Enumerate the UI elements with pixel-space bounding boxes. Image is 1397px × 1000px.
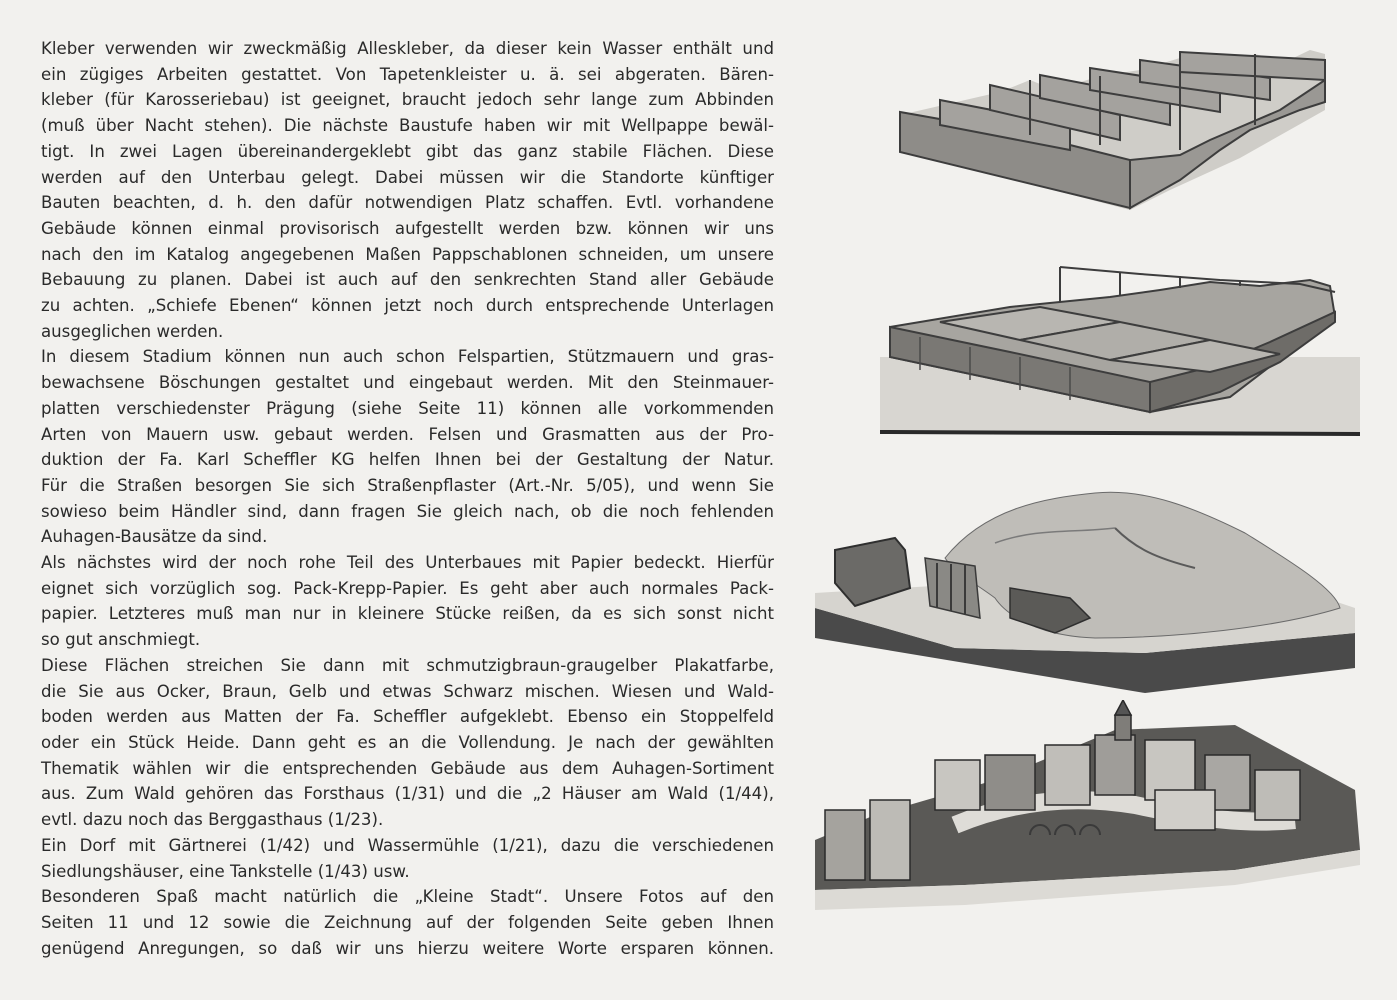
photo-paper-covered-terrain	[815, 488, 1355, 698]
photo-finished-town-model	[815, 700, 1360, 920]
text-line: Für die Straßen besorgen Sie sich Straßenpflaster (Art.-Nr. 5/05), und wenn Sie	[41, 475, 774, 495]
text-line: nach den im Katalog angegebenen Maßen Pappschablonen schneiden, um unsere	[41, 244, 774, 264]
paragraph-paper	[41, 550, 774, 653]
paragraph-glue	[41, 36, 774, 344]
text-line: werden auf den Unterbau gelegt. Dabei müssen wir die Standorte künftiger	[41, 167, 774, 187]
text-line: die Sie aus Ocker, Braun, Gelb und etwas Schwarz mischen. Wiesen und Wald-	[41, 681, 774, 701]
photo-corrugated-layers	[880, 262, 1360, 462]
text-line: kleber (für Karosseriebau) ist geeignet, braucht jedoch sehr lange zum Abbinden	[41, 90, 774, 110]
text-line: genügend Anregungen, so daß wir uns hierzu weitere Worte ersparen können.	[41, 938, 774, 958]
paragraph-terrain	[41, 344, 774, 550]
text-line: Thematik wählen wir die entsprechenden Gebäude aus dem Auhagen-Sortiment	[41, 758, 774, 778]
text-line: boden werden aus Matten der Fa. Scheffler aufgeklebt. Ebenso ein Stoppelfeld	[41, 707, 774, 727]
text-line: Bauten beachten, d. h. den dafür notwendigen Platz schaffen. Evtl. vorhandene	[41, 193, 774, 213]
text-line: sowieso beim Händler sind, dann fragen Sie gleich nach, ob die noch fehlenden	[41, 501, 774, 521]
paragraph-village	[41, 833, 774, 884]
photo-cardboard-frame	[880, 40, 1350, 240]
text-line: (muß über Nacht stehen). Die nächste Baustufe haben wir mit Wellpappe bewäl-	[41, 116, 774, 136]
text-line: ein zügiges Arbeiten gestattet. Von Tapetenkleister u. ä. sei abgeraten. Bären-	[41, 64, 774, 84]
text-line: so gut anschmiegt.	[41, 630, 201, 650]
text-line: evtl. dazu noch das Berggasthaus (1/23).	[41, 810, 384, 830]
text-line: aus. Zum Wald gehören das Forsthaus (1/31) und die „2 Häuser am Wald (1/44),	[41, 784, 774, 804]
text-line: Kleber verwenden wir zweckmäßig Alleskleber, da dieser kein Wasser enthält und	[41, 39, 774, 58]
text-line: Siedlungshäuser, eine Tankstelle (1/43) usw.	[41, 861, 410, 881]
text-line: Als nächstes wird der noch rohe Teil des Unterbaues mit Papier bedeckt. Hierfür	[41, 553, 774, 573]
text-line: ausgeglichen werden.	[41, 321, 224, 341]
text-line: Diese Flächen streichen Sie dann mit schmutzigbraun-graugelber Plakatfarbe,	[41, 655, 774, 675]
text-line: bewachsene Böschungen gestaltet und eingebaut werden. Mit den Steinmauer-	[41, 373, 774, 393]
text-line: Arten von Mauern usw. gebaut werden. Felsen und Grasmatten aus der Pro-	[41, 424, 774, 444]
text-line: platten verschiedenster Prägung (siehe Seite 11) können alle vorkommenden	[41, 398, 774, 418]
text-line: Gebäude können einmal provisorisch aufgestellt werden bzw. können wir uns	[41, 218, 774, 238]
text-line: papier. Letzteres muß man nur in kleinere Stücke reißen, da es sich sonst nicht	[41, 604, 774, 624]
text-line: duktion der Fa. Karl Scheffler KG helfen Ihnen bei der Gestaltung der Natur.	[41, 450, 774, 470]
text-line: Seiten 11 und 12 sowie die Zeichnung auf der folgenden Seite geben Ihnen	[41, 912, 774, 932]
text-line: zu achten. „Schiefe Ebenen“ können jetzt noch durch entsprechende Unterlagen	[41, 296, 774, 316]
paragraph-paint	[41, 653, 774, 833]
text-line: In diesem Stadium können nun auch schon Felspartien, Stützmauern und gras-	[41, 347, 774, 367]
text-line: Besonderen Spaß macht natürlich die „Kleine Stadt“. Unsere Fotos auf den	[41, 887, 774, 907]
text-line: oder ein Stück Heide. Dann geht es an die Vollendung. Je nach der gewählten	[41, 732, 774, 752]
text-line: Bebauung zu planen. Dabei ist auch auf den senkrechten Stand aller Gebäude	[41, 270, 774, 290]
text-line: Auhagen-Bausätze da sind.	[41, 527, 268, 547]
text-line: eignet sich vorzüglich sog. Pack-Krepp-Papier. Es geht aber auch normales Pack-	[41, 578, 774, 598]
paragraph-town	[41, 884, 774, 961]
article-text	[41, 36, 774, 961]
text-line: Ein Dorf mit Gärtnerei (1/42) und Wassermühle (1/21), dazu die verschiedenen	[41, 835, 774, 855]
text-line: tigt. In zwei Lagen übereinandergeklebt gibt das ganz stabile Flächen. Diese	[41, 141, 774, 161]
